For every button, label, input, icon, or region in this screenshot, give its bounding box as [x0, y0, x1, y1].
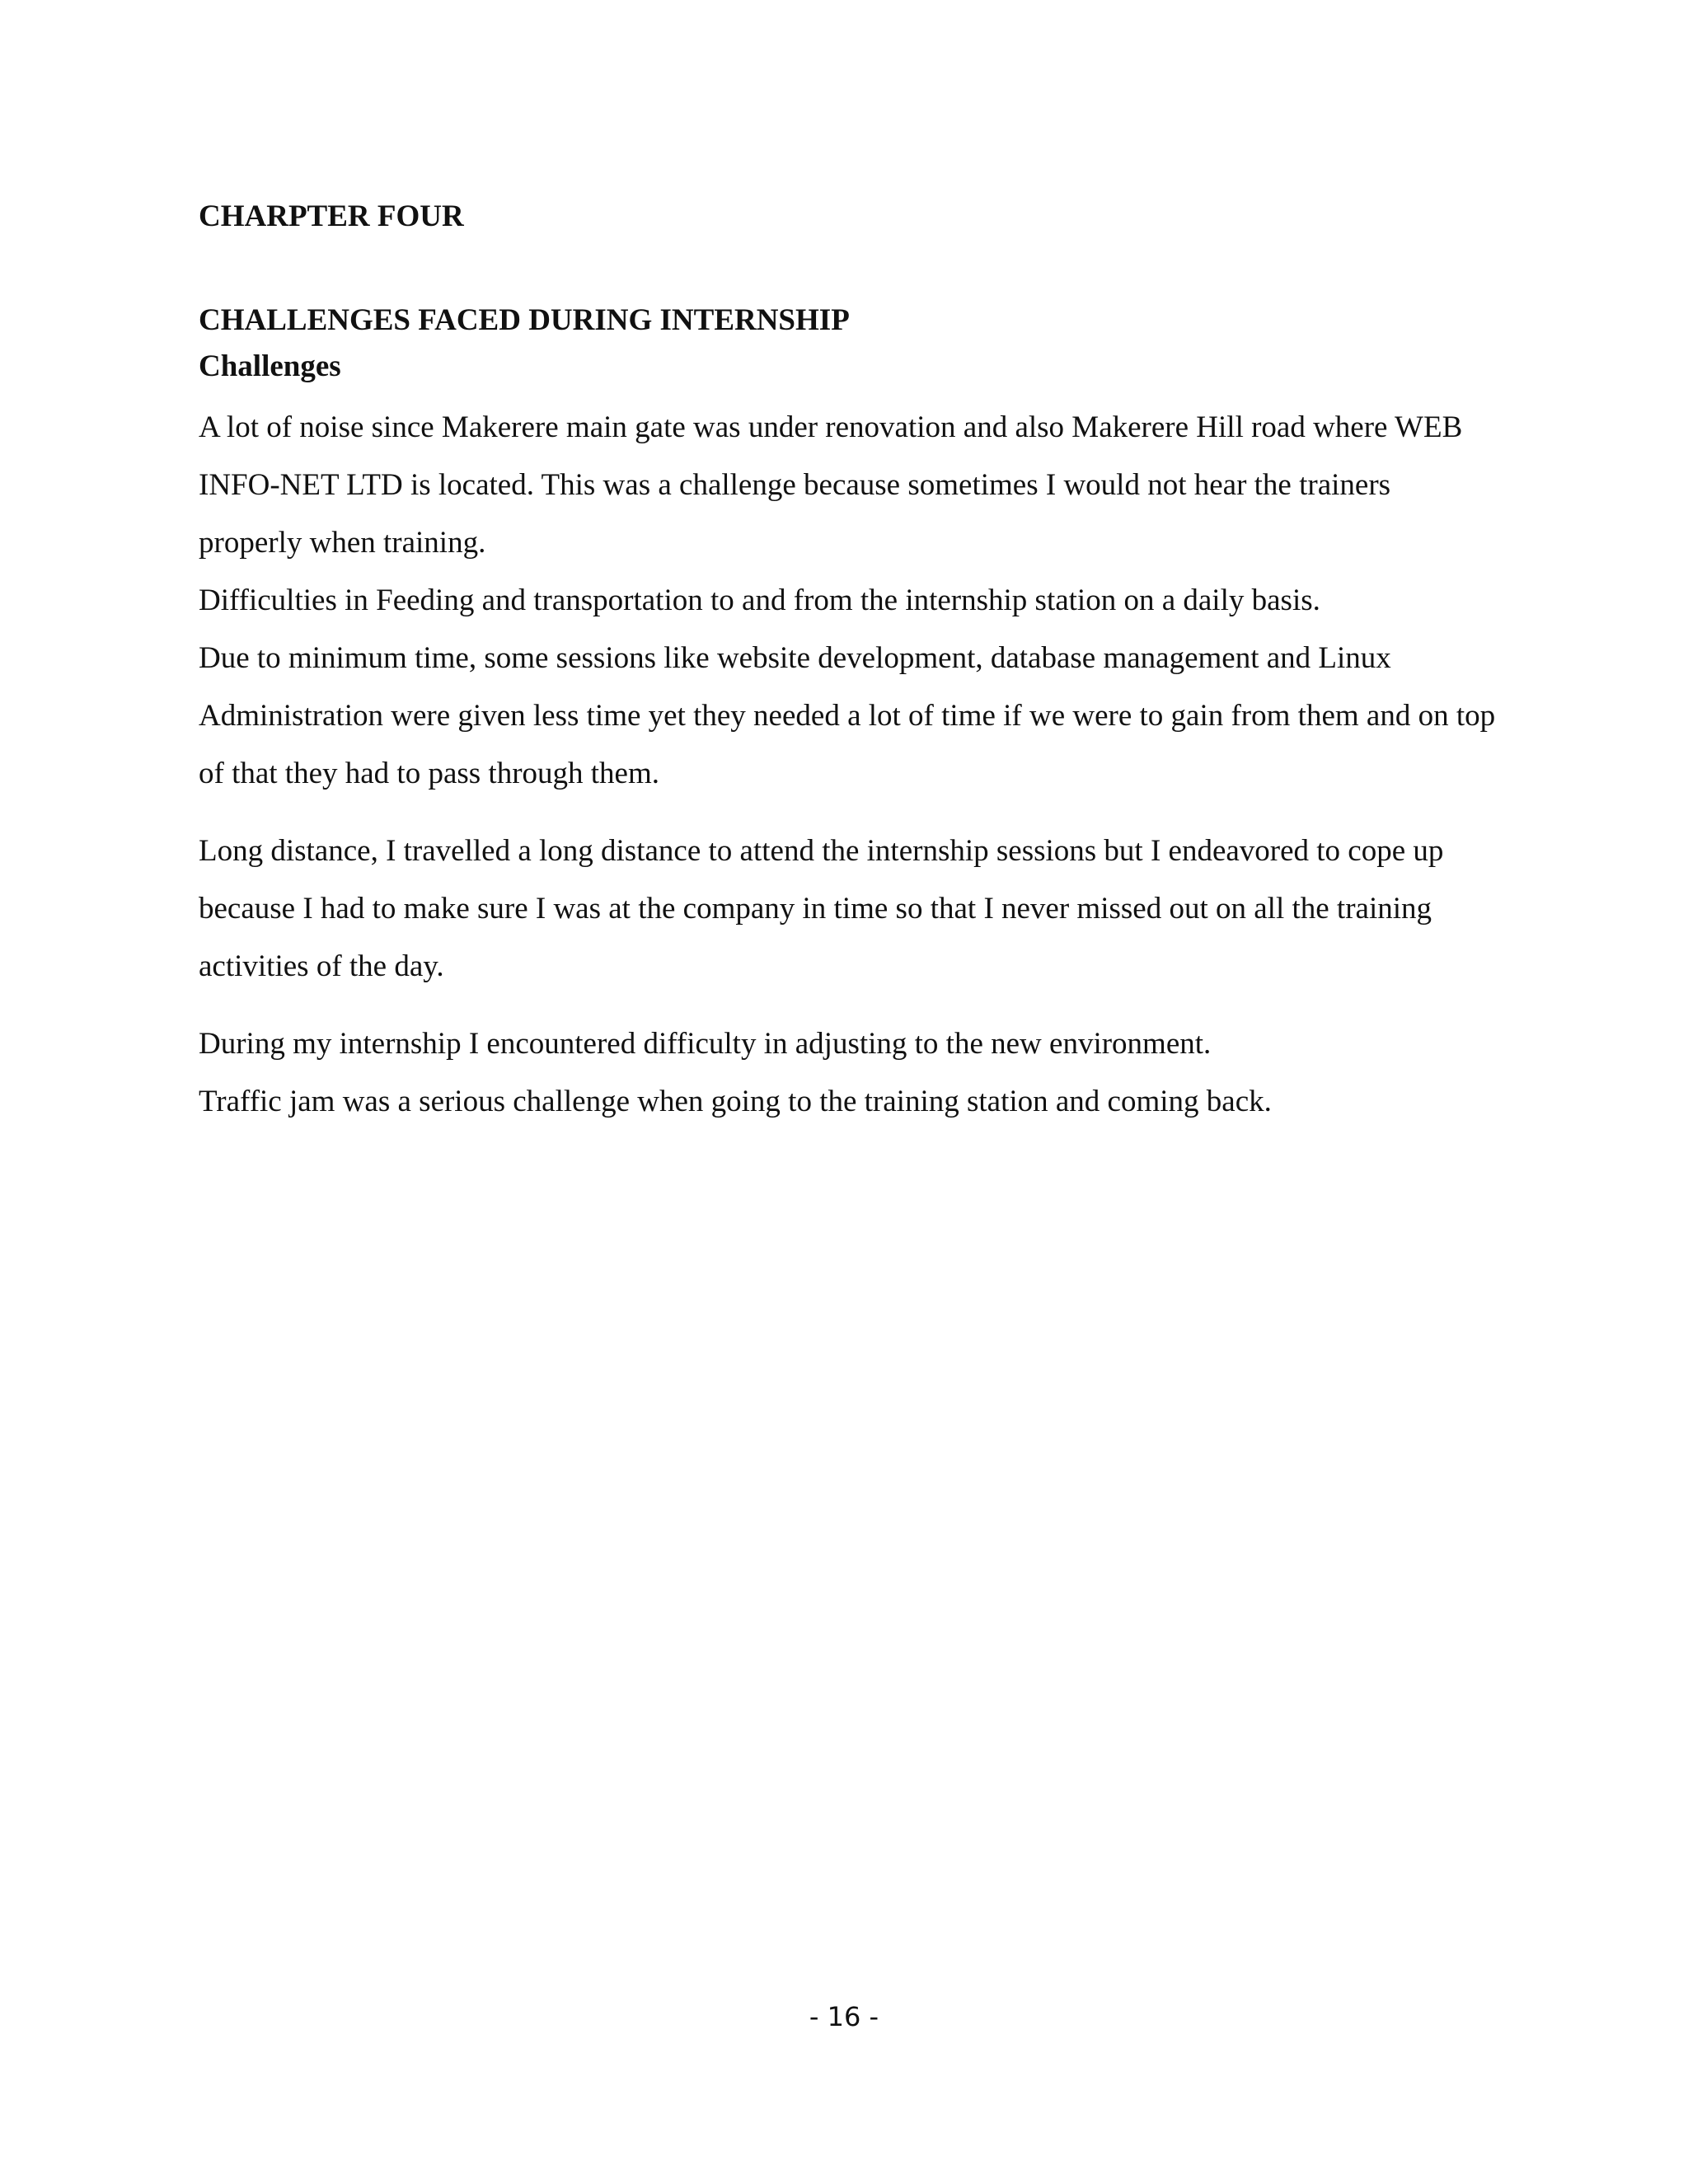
section-title: CHALLENGES FACED DURING INTERNSHIP [199, 303, 850, 337]
page-number: - 16 - [809, 2001, 879, 2032]
paragraph-minimum-time: Due to minimum time, some sessions like website development, database management and Linux Administration were given less time yet they needed a lot of time if we were to gain from them and on top of that they had to pass through them. [199, 641, 1496, 790]
paragraph-noise: A lot of noise since Makerere main gate was under renovation and also Makerere Hill road where WEB INFO-NET LTD is located. This was a challenge because sometimes I would not hear the trainers properly when training. [199, 410, 1463, 560]
chapter-title: CHARPTER FOUR [199, 199, 464, 233]
paragraph-feeding: Difficulties in Feeding and transportation to and from the internship station on a daily basis. [199, 583, 1320, 617]
paragraph-long-distance: Long distance, I travelled a long distance to attend the internship sessions but I endeavored to cope up because I had to make sure I was at the company in time so that I never missed out on all the training activities of the day. [199, 834, 1444, 983]
subsection-title: Challenges [199, 349, 341, 383]
paragraph-new-environment: During my internship I encountered difficulty in adjusting to the new environment. [199, 1027, 1212, 1061]
page-content [199, 196, 1501, 1131]
paragraph-traffic-jam: Traffic jam was a serious challenge when going to the training station and coming back. [199, 1085, 1272, 1118]
